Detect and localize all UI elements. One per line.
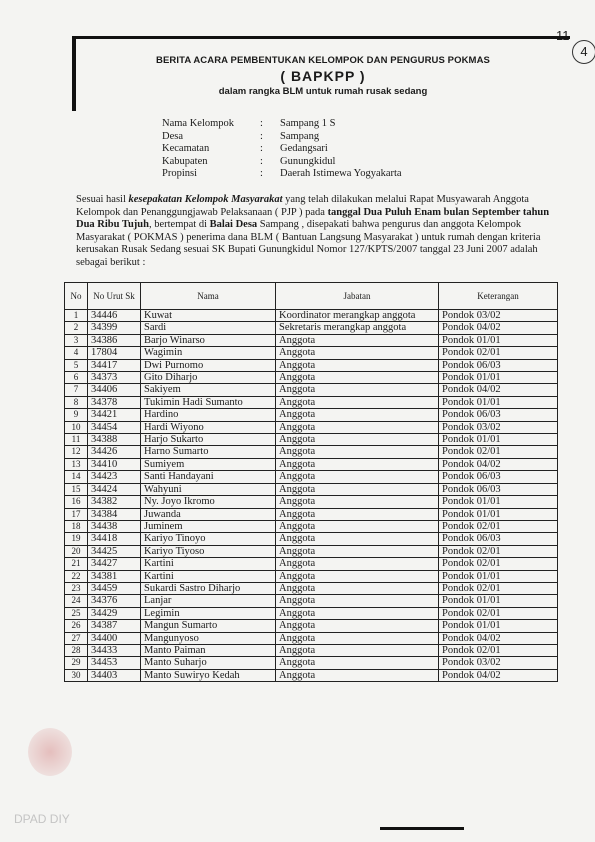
cell-no: 18: [65, 520, 88, 532]
col-keterangan: Keterangan: [439, 283, 558, 310]
cell-keterangan: Pondok 01/01: [439, 620, 558, 632]
para-text: , bertempat di: [148, 219, 210, 231]
cell-no: 29: [65, 657, 88, 669]
document-header: [72, 36, 570, 111]
info-sep: :: [260, 118, 263, 129]
cell-no: 15: [65, 483, 88, 495]
cell-nama: Kuwat: [141, 310, 276, 322]
cell-jabatan: Anggota: [276, 632, 439, 644]
cell-keterangan: Pondok 03/02: [439, 421, 558, 433]
cell-nama: Lanjar: [141, 595, 276, 607]
cell-nama: Juwanda: [141, 508, 276, 520]
table-header-row: [65, 283, 558, 310]
cell-keterangan: Pondok 01/01: [439, 334, 558, 346]
info-row: [162, 131, 402, 144]
cell-keterangan: Pondok 02/01: [439, 558, 558, 570]
info-row: [162, 143, 402, 156]
cell-sk: 34433: [88, 644, 141, 656]
cell-keterangan: Pondok 04/02: [439, 458, 558, 470]
cell-jabatan: Anggota: [276, 421, 439, 433]
cell-sk: 34406: [88, 384, 141, 396]
cell-keterangan: Pondok 02/01: [439, 347, 558, 359]
table-row: [65, 632, 558, 644]
cell-keterangan: Pondok 04/02: [439, 384, 558, 396]
table-row: [65, 607, 558, 619]
table-row: [65, 310, 558, 322]
table-row: [65, 322, 558, 334]
cell-no: 28: [65, 644, 88, 656]
cell-no: 20: [65, 545, 88, 557]
info-sep: :: [260, 143, 263, 154]
cell-no: 30: [65, 669, 88, 681]
cell-jabatan: Anggota: [276, 582, 439, 594]
info-sep: :: [260, 168, 263, 179]
info-value: Gedangsari: [280, 143, 328, 154]
table-row: [65, 533, 558, 545]
cell-sk: 34417: [88, 359, 141, 371]
cell-jabatan: Anggota: [276, 483, 439, 495]
cell-jabatan: Anggota: [276, 471, 439, 483]
table-row: [65, 545, 558, 557]
cell-sk: 34446: [88, 310, 141, 322]
cell-keterangan: Pondok 04/02: [439, 632, 558, 644]
cell-jabatan: Koordinator merangkap anggota: [276, 310, 439, 322]
cell-no: 9: [65, 409, 88, 421]
cell-nama: Hardino: [141, 409, 276, 421]
info-value: Gunungkidul: [280, 155, 336, 167]
table-row: [65, 384, 558, 396]
cell-nama: Wahyuni: [141, 483, 276, 495]
cell-sk: 34387: [88, 620, 141, 632]
table-row: [65, 657, 558, 669]
cell-sk: 34388: [88, 434, 141, 446]
para-text: Sampang , disepakati bahwa pengurus dan anggota Kelompok Masyarakat ( POKMAS ) penerima dana BLM ( Bantuan Langsung Masyarakat ) untuk rumah dengan kriteria kerusakan Rusak Sedang sesuai SK Bupati Gunungkidul Nomor 127/KPTS/2007 tanggal 23 Juni 2007 adalah sebagai berikut :: [76, 219, 541, 268]
cell-sk: 34438: [88, 520, 141, 532]
cell-jabatan: Anggota: [276, 446, 439, 458]
cell-no: 4: [65, 347, 88, 359]
cell-jabatan: Anggota: [276, 545, 439, 557]
cell-jabatan: Sekretaris merangkap anggota: [276, 322, 439, 334]
cell-sk: 34378: [88, 396, 141, 408]
cell-sk: 34386: [88, 334, 141, 346]
cell-keterangan: Pondok 06/03: [439, 359, 558, 371]
info-sep: :: [260, 155, 263, 167]
cell-sk: 34373: [88, 372, 141, 384]
cell-sk: 34418: [88, 533, 141, 545]
cell-nama: Legimin: [141, 607, 276, 619]
cell-keterangan: Pondok 06/03: [439, 533, 558, 545]
cell-keterangan: Pondok 06/03: [439, 471, 558, 483]
cell-no: 8: [65, 396, 88, 408]
cell-nama: Sardi: [141, 322, 276, 334]
para-place: Balai Desa: [209, 219, 258, 231]
table-row: [65, 558, 558, 570]
cell-jabatan: Anggota: [276, 607, 439, 619]
info-row: [162, 118, 402, 131]
cell-no: 27: [65, 632, 88, 644]
cell-sk: 34453: [88, 657, 141, 669]
members-table: [64, 282, 558, 682]
cell-nama: Wagimin: [141, 347, 276, 359]
cell-no: 1: [65, 310, 88, 322]
cell-no: 10: [65, 421, 88, 433]
cell-keterangan: Pondok 06/03: [439, 483, 558, 495]
table-row: [65, 471, 558, 483]
seal-stamp: [28, 728, 72, 776]
cell-jabatan: Anggota: [276, 644, 439, 656]
cell-nama: Sakiyem: [141, 384, 276, 396]
table-row: [65, 644, 558, 656]
info-label: Kabupaten: [162, 155, 208, 167]
table-row: [65, 582, 558, 594]
cell-sk: 34399: [88, 322, 141, 334]
table-row: [65, 570, 558, 582]
cell-no: 21: [65, 558, 88, 570]
cell-sk: 34429: [88, 607, 141, 619]
cell-nama: Santi Handayani: [141, 471, 276, 483]
table-row: [65, 372, 558, 384]
cell-jabatan: Anggota: [276, 396, 439, 408]
cell-jabatan: Anggota: [276, 520, 439, 532]
para-text: Sesuai hasil: [76, 194, 129, 205]
cell-nama: Mangun Sumarto: [141, 620, 276, 632]
cell-nama: Barjo Winarso: [141, 334, 276, 346]
cell-nama: Mangunyoso: [141, 632, 276, 644]
cell-jabatan: Anggota: [276, 657, 439, 669]
table-row: [65, 396, 558, 408]
table-row: [65, 620, 558, 632]
table-row: [65, 347, 558, 359]
header-subtitle: dalam rangka BLM untuk rumah rusak sedang: [218, 86, 428, 97]
info-label: Kecamatan: [162, 143, 210, 154]
cell-sk: 34384: [88, 508, 141, 520]
col-nama: Nama: [141, 283, 276, 310]
header-title: BERITA ACARA PEMBENTUKAN KELOMPOK DAN PENGURUS POKMAS: [156, 55, 490, 66]
cell-jabatan: Anggota: [276, 372, 439, 384]
cell-nama: Manto Suharjo: [141, 657, 276, 669]
info-row: [162, 156, 402, 169]
cell-sk: 34459: [88, 582, 141, 594]
cell-no: 5: [65, 359, 88, 371]
cell-keterangan: Pondok 03/02: [439, 657, 558, 669]
table-row: [65, 421, 558, 433]
cell-jabatan: Anggota: [276, 334, 439, 346]
cell-nama: Dwi Purnomo: [141, 359, 276, 371]
table-row: [65, 359, 558, 371]
cell-no: 17: [65, 508, 88, 520]
cell-keterangan: Pondok 04/02: [439, 669, 558, 681]
group-info: [162, 118, 402, 181]
info-value: Daerah Istimewa Yogyakarta: [280, 168, 402, 179]
page-number: 11: [556, 28, 570, 43]
cell-nama: Kariyo Tiyoso: [141, 545, 276, 557]
cell-jabatan: Anggota: [276, 620, 439, 632]
cell-nama: Hardi Wiyono: [141, 421, 276, 433]
table-row: [65, 508, 558, 520]
cell-no: 16: [65, 496, 88, 508]
cell-keterangan: Pondok 01/01: [439, 570, 558, 582]
cell-sk: 34410: [88, 458, 141, 470]
info-label: Nama Kelompok: [162, 118, 235, 129]
cell-sk: 34382: [88, 496, 141, 508]
cell-keterangan: Pondok 02/01: [439, 607, 558, 619]
cell-keterangan: Pondok 02/01: [439, 644, 558, 656]
cell-jabatan: Anggota: [276, 434, 439, 446]
cell-sk: 34381: [88, 570, 141, 582]
cell-nama: Sukardi Sastro Diharjo: [141, 582, 276, 594]
para-text: yang telah dilakukan melalui Rapat Musyawarah Anggota Kelompok dan Penanggungjawab Pelaksanaan ( PJP ) pada: [76, 194, 529, 218]
col-no: No: [65, 283, 88, 310]
info-value: Sampang 1 S: [280, 118, 336, 129]
cell-jabatan: Anggota: [276, 533, 439, 545]
cell-nama: Kartini: [141, 558, 276, 570]
cell-nama: Kartini: [141, 570, 276, 582]
cell-sk: 34421: [88, 409, 141, 421]
cell-sk: 34454: [88, 421, 141, 433]
cell-nama: Harno Sumarto: [141, 446, 276, 458]
cell-no: 11: [65, 434, 88, 446]
para-emphasis: kesepakatan Kelompok Masyarakat: [128, 194, 283, 205]
cell-nama: Manto Paiman: [141, 644, 276, 656]
info-label: Desa: [162, 130, 183, 142]
cell-keterangan: Pondok 01/01: [439, 508, 558, 520]
cell-nama: Manto Suwiryo Kedah: [141, 669, 276, 681]
cell-no: 19: [65, 533, 88, 545]
cell-no: 22: [65, 570, 88, 582]
cell-nama: Kariyo Tinoyo: [141, 533, 276, 545]
info-row: [162, 168, 402, 181]
cell-sk: 34424: [88, 483, 141, 495]
cell-jabatan: Anggota: [276, 496, 439, 508]
cell-nama: Juminem: [141, 520, 276, 532]
cell-no: 24: [65, 595, 88, 607]
cell-no: 7: [65, 384, 88, 396]
cell-keterangan: Pondok 02/01: [439, 582, 558, 594]
table-row: [65, 483, 558, 495]
cell-no: 2: [65, 322, 88, 334]
cell-sk: 34376: [88, 595, 141, 607]
cell-jabatan: Anggota: [276, 359, 439, 371]
cell-nama: Harjo Sukarto: [141, 434, 276, 446]
watermark: DPAD DIY: [14, 812, 70, 826]
cell-jabatan: Anggota: [276, 595, 439, 607]
cell-keterangan: Pondok 02/01: [439, 545, 558, 557]
cell-keterangan: Pondok 02/01: [439, 520, 558, 532]
page-number-circled: 4: [572, 40, 595, 64]
cell-jabatan: Anggota: [276, 384, 439, 396]
cell-nama: Ny. Joyo Ikromo: [141, 496, 276, 508]
cell-jabatan: Anggota: [276, 409, 439, 421]
cell-nama: Tukimin Hadi Sumanto: [141, 396, 276, 408]
col-sk: No Urut Sk: [88, 283, 141, 310]
cell-keterangan: Pondok 01/01: [439, 434, 558, 446]
table-row: [65, 496, 558, 508]
table-row: [65, 446, 558, 458]
cell-jabatan: Anggota: [276, 458, 439, 470]
header-acronym: ( BAPKPP ): [280, 68, 366, 84]
cell-no: 25: [65, 607, 88, 619]
cell-jabatan: Anggota: [276, 558, 439, 570]
cell-nama: Sumiyem: [141, 458, 276, 470]
cell-no: 3: [65, 334, 88, 346]
cell-sk: 34423: [88, 471, 141, 483]
col-jabatan: Jabatan: [276, 283, 439, 310]
cell-sk: 17804: [88, 347, 141, 359]
cell-nama: Gito Diharjo: [141, 372, 276, 384]
cell-keterangan: Pondok 01/01: [439, 496, 558, 508]
cell-sk: 34425: [88, 545, 141, 557]
table-row: [65, 409, 558, 421]
table-row: [65, 669, 558, 681]
cell-jabatan: Anggota: [276, 669, 439, 681]
cell-keterangan: Pondok 01/01: [439, 396, 558, 408]
cell-keterangan: Pondok 04/02: [439, 322, 558, 334]
cell-keterangan: Pondok 01/01: [439, 372, 558, 384]
info-value: Sampang: [280, 130, 320, 142]
table-row: [65, 334, 558, 346]
cell-sk: 34403: [88, 669, 141, 681]
table-row: [65, 458, 558, 470]
cell-sk: 34400: [88, 632, 141, 644]
cell-no: 14: [65, 471, 88, 483]
table-row: [65, 434, 558, 446]
cell-jabatan: Anggota: [276, 570, 439, 582]
cell-keterangan: Pondok 02/01: [439, 446, 558, 458]
cell-no: 13: [65, 458, 88, 470]
cell-keterangan: Pondok 01/01: [439, 595, 558, 607]
info-sep: :: [260, 130, 263, 142]
cell-no: 23: [65, 582, 88, 594]
cell-sk: 34426: [88, 446, 141, 458]
info-label: Propinsi: [162, 168, 198, 179]
cell-jabatan: Anggota: [276, 347, 439, 359]
cell-no: 6: [65, 372, 88, 384]
cell-keterangan: Pondok 03/02: [439, 310, 558, 322]
cell-sk: 34427: [88, 558, 141, 570]
table-row: [65, 520, 558, 532]
cell-no: 26: [65, 620, 88, 632]
cell-keterangan: Pondok 06/03: [439, 409, 558, 421]
footer-rule: [380, 827, 464, 830]
para-date: tanggal Dua Puluh Enam bulan September tahun Dua Ribu Tujuh: [76, 206, 550, 231]
cell-no: 12: [65, 446, 88, 458]
table-row: [65, 595, 558, 607]
intro-paragraph: [76, 194, 562, 270]
cell-jabatan: Anggota: [276, 508, 439, 520]
